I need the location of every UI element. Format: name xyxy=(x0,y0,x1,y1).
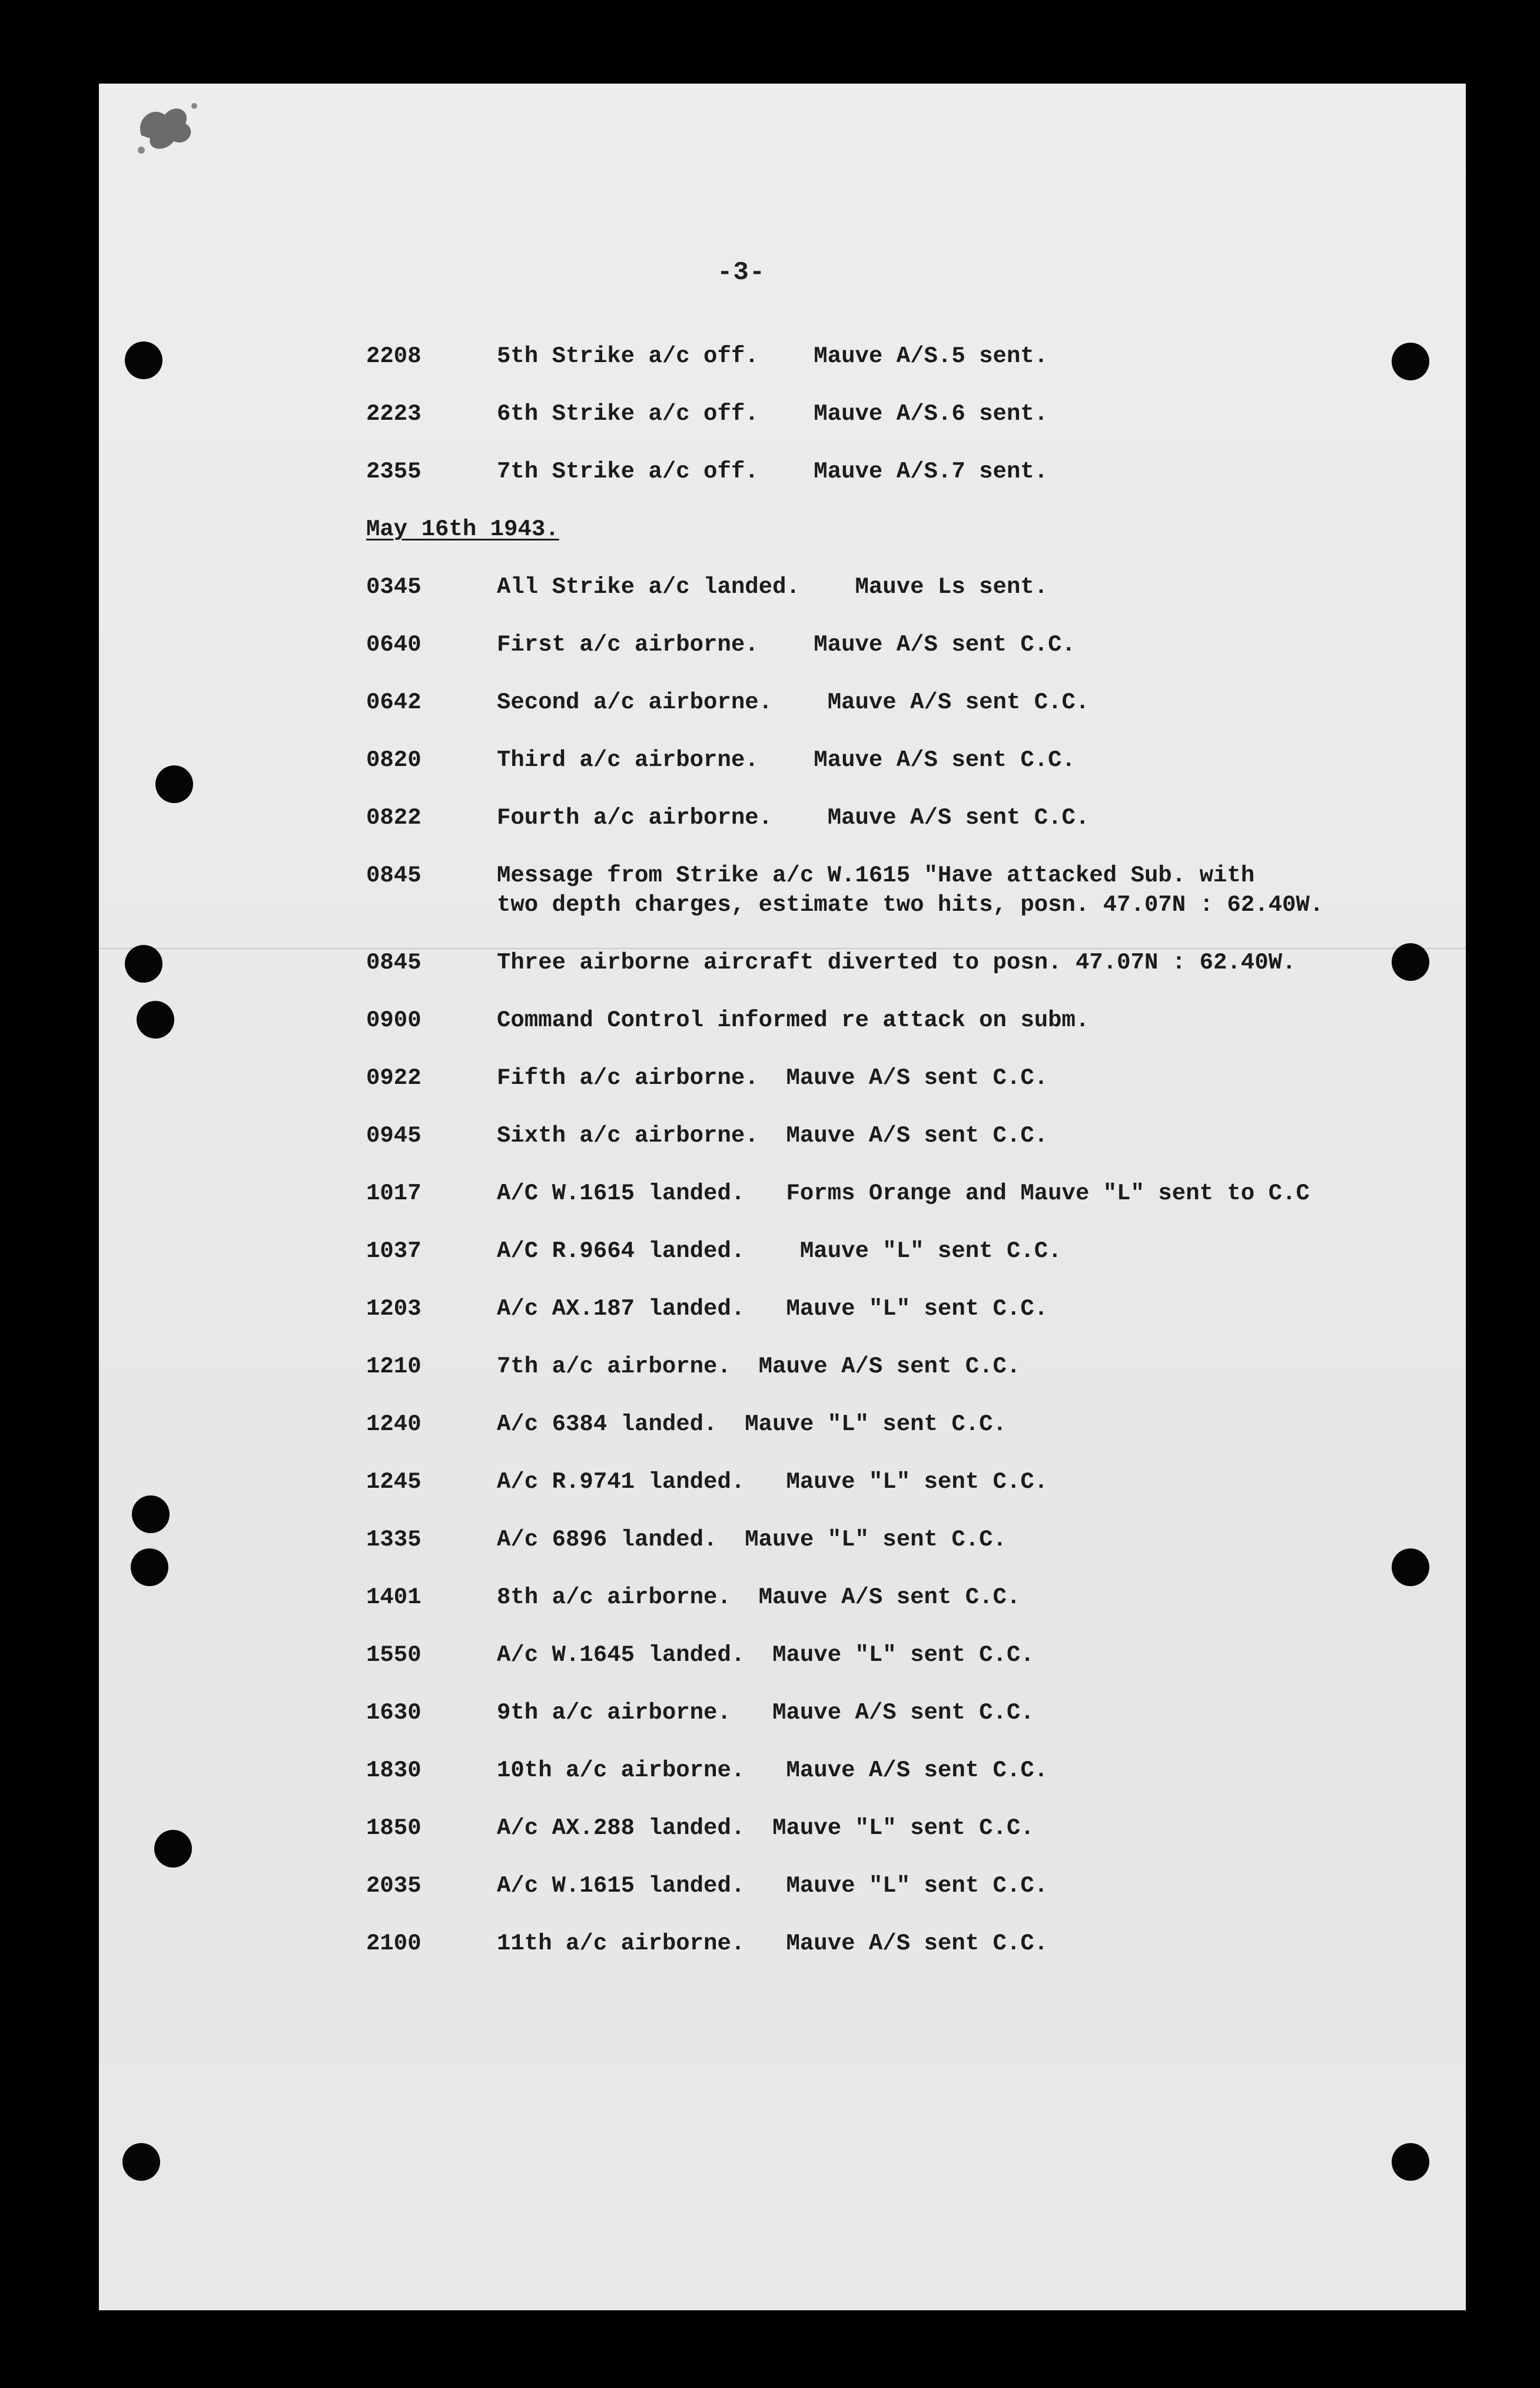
entry-time: 0640 xyxy=(366,632,421,658)
entry-text: First a/c airborne. Mauve A/S sent C.C. xyxy=(497,632,1076,658)
punch-hole-left-8 xyxy=(122,2143,160,2181)
entry-time: 2035 xyxy=(366,1873,421,1899)
entry-text: Sixth a/c airborne. Mauve A/S sent C.C. xyxy=(497,1123,1048,1149)
entry-text: A/c 6896 landed. Mauve "L" sent C.C. xyxy=(497,1527,1007,1553)
entry-text: 9th a/c airborne. Mauve A/S sent C.C. xyxy=(497,1700,1034,1726)
entry-time: 0642 xyxy=(366,689,421,715)
entry-time: 2100 xyxy=(366,1931,421,1956)
log-entry xyxy=(366,1640,1396,1698)
log-entry xyxy=(366,861,1396,948)
ink-blot-mark xyxy=(124,94,206,159)
log-entry xyxy=(366,745,1396,803)
log-entry xyxy=(366,1698,1396,1756)
entry-time: 2208 xyxy=(366,343,421,369)
entry-text: 6th Strike a/c off. Mauve A/S.6 sent. xyxy=(497,401,1048,427)
log-entry xyxy=(366,688,1396,745)
entry-time: 1240 xyxy=(366,1411,421,1437)
entry-time: 0945 xyxy=(366,1123,421,1149)
log-entry xyxy=(366,1179,1396,1236)
entry-time: 0822 xyxy=(366,805,421,831)
punch-hole-right-3 xyxy=(1392,1548,1429,1586)
punch-hole-left-5 xyxy=(132,1495,170,1533)
punch-hole-left-2 xyxy=(155,765,193,803)
log-entry xyxy=(366,457,1396,515)
entry-text: 5th Strike a/c off. Mauve A/S.5 sent. xyxy=(497,343,1048,369)
entry-text: Command Control informed re attack on subm. xyxy=(497,1007,1090,1033)
punch-hole-right-4 xyxy=(1392,2143,1429,2181)
entry-text: A/c AX.288 landed. Mauve "L" sent C.C. xyxy=(497,1815,1034,1841)
entry-time: 1550 xyxy=(366,1642,421,1668)
entry-time: 1203 xyxy=(366,1296,421,1322)
log-entry xyxy=(366,803,1396,861)
entry-text: 10th a/c airborne. Mauve A/S sent C.C. xyxy=(497,1757,1048,1783)
entry-time: 1401 xyxy=(366,1584,421,1610)
entry-time: 0922 xyxy=(366,1065,421,1091)
entry-time: 1245 xyxy=(366,1469,421,1495)
entry-text: 7th a/c airborne. Mauve A/S sent C.C. xyxy=(497,1354,1021,1379)
log-entry xyxy=(366,1871,1396,1929)
log-entry xyxy=(366,1352,1396,1409)
log-entry xyxy=(366,1756,1396,1813)
entry-time: 1335 xyxy=(366,1527,421,1553)
entry-text: A/c W.1645 landed. Mauve "L" sent C.C. xyxy=(497,1642,1034,1668)
punch-hole-right-1 xyxy=(1392,343,1429,380)
log-entry xyxy=(366,1583,1396,1640)
log-entry xyxy=(366,1063,1396,1121)
log-entries xyxy=(366,341,1396,1986)
entry-text: All Strike a/c landed. Mauve Ls sent. xyxy=(497,574,1048,600)
log-entry xyxy=(366,948,1396,1006)
entry-text: Message from Strike a/c W.1615 "Have attacked Sub. with two depth charges, estimate two hits, posn. 47.07N : 62.40W. xyxy=(497,863,1324,918)
punch-hole-right-2 xyxy=(1392,943,1429,981)
log-entry xyxy=(366,1813,1396,1871)
entry-text: Third a/c airborne. Mauve A/S sent C.C. xyxy=(497,747,1076,773)
entry-time: 1630 xyxy=(366,1700,421,1726)
log-entry xyxy=(366,399,1396,457)
log-entry xyxy=(366,1409,1396,1467)
entry-time: 0345 xyxy=(366,574,421,600)
entry-text: 8th a/c airborne. Mauve A/S sent C.C. xyxy=(497,1584,1021,1610)
entry-text: A/C W.1615 landed. Forms Orange and Mauve "L" sent to C.C xyxy=(497,1180,1310,1206)
entry-time: 2355 xyxy=(366,459,421,485)
entry-time: 0845 xyxy=(366,950,421,976)
entry-text: A/c AX.187 landed. Mauve "L" sent C.C. xyxy=(497,1296,1048,1322)
entry-text: Fifth a/c airborne. Mauve A/S sent C.C. xyxy=(497,1065,1048,1091)
entry-time: 0900 xyxy=(366,1007,421,1033)
punch-hole-left-4 xyxy=(137,1001,174,1039)
entry-time: 1850 xyxy=(366,1815,421,1841)
entry-text: Three airborne aircraft diverted to posn. 47.07N : 62.40W. xyxy=(497,950,1296,976)
punch-hole-left-3 xyxy=(125,945,162,983)
punch-hole-left-6 xyxy=(131,1548,168,1586)
log-entry xyxy=(366,1006,1396,1063)
entry-text: A/c R.9741 landed. Mauve "L" sent C.C. xyxy=(497,1469,1048,1495)
entry-text: A/c W.1615 landed. Mauve "L" sent C.C. xyxy=(497,1873,1048,1899)
entry-time: 2223 xyxy=(366,401,421,427)
entry-time: 1017 xyxy=(366,1180,421,1206)
log-entry xyxy=(366,341,1396,399)
punch-hole-left-7 xyxy=(154,1830,192,1868)
entry-time: 0845 xyxy=(366,863,421,888)
entry-text: Second a/c airborne. Mauve A/S sent C.C. xyxy=(497,689,1090,715)
log-entry xyxy=(366,1236,1396,1294)
entry-text: A/c 6384 landed. Mauve "L" sent C.C. xyxy=(497,1411,1007,1437)
entry-text: 11th a/c airborne. Mauve A/S sent C.C. xyxy=(497,1931,1048,1956)
log-entry xyxy=(366,1929,1396,1986)
log-entry xyxy=(366,1525,1396,1583)
log-entry xyxy=(366,1294,1396,1352)
log-entry xyxy=(366,630,1396,688)
entry-time: 1210 xyxy=(366,1354,421,1379)
log-entry xyxy=(366,1121,1396,1179)
entry-text: Fourth a/c airborne. Mauve A/S sent C.C. xyxy=(497,805,1090,831)
log-entry xyxy=(366,572,1396,630)
entry-time: 1037 xyxy=(366,1238,421,1264)
entry-time: 1830 xyxy=(366,1757,421,1783)
log-entry xyxy=(366,1467,1396,1525)
punch-hole-left-1 xyxy=(125,341,162,379)
date-heading: May 16th 1943. xyxy=(366,516,559,542)
page-number: -3- xyxy=(717,258,766,287)
entry-text: A/C R.9664 landed. Mauve "L" sent C.C. xyxy=(497,1238,1062,1264)
entry-time: 0820 xyxy=(366,747,421,773)
entry-text: 7th Strike a/c off. Mauve A/S.7 sent. xyxy=(497,459,1048,485)
